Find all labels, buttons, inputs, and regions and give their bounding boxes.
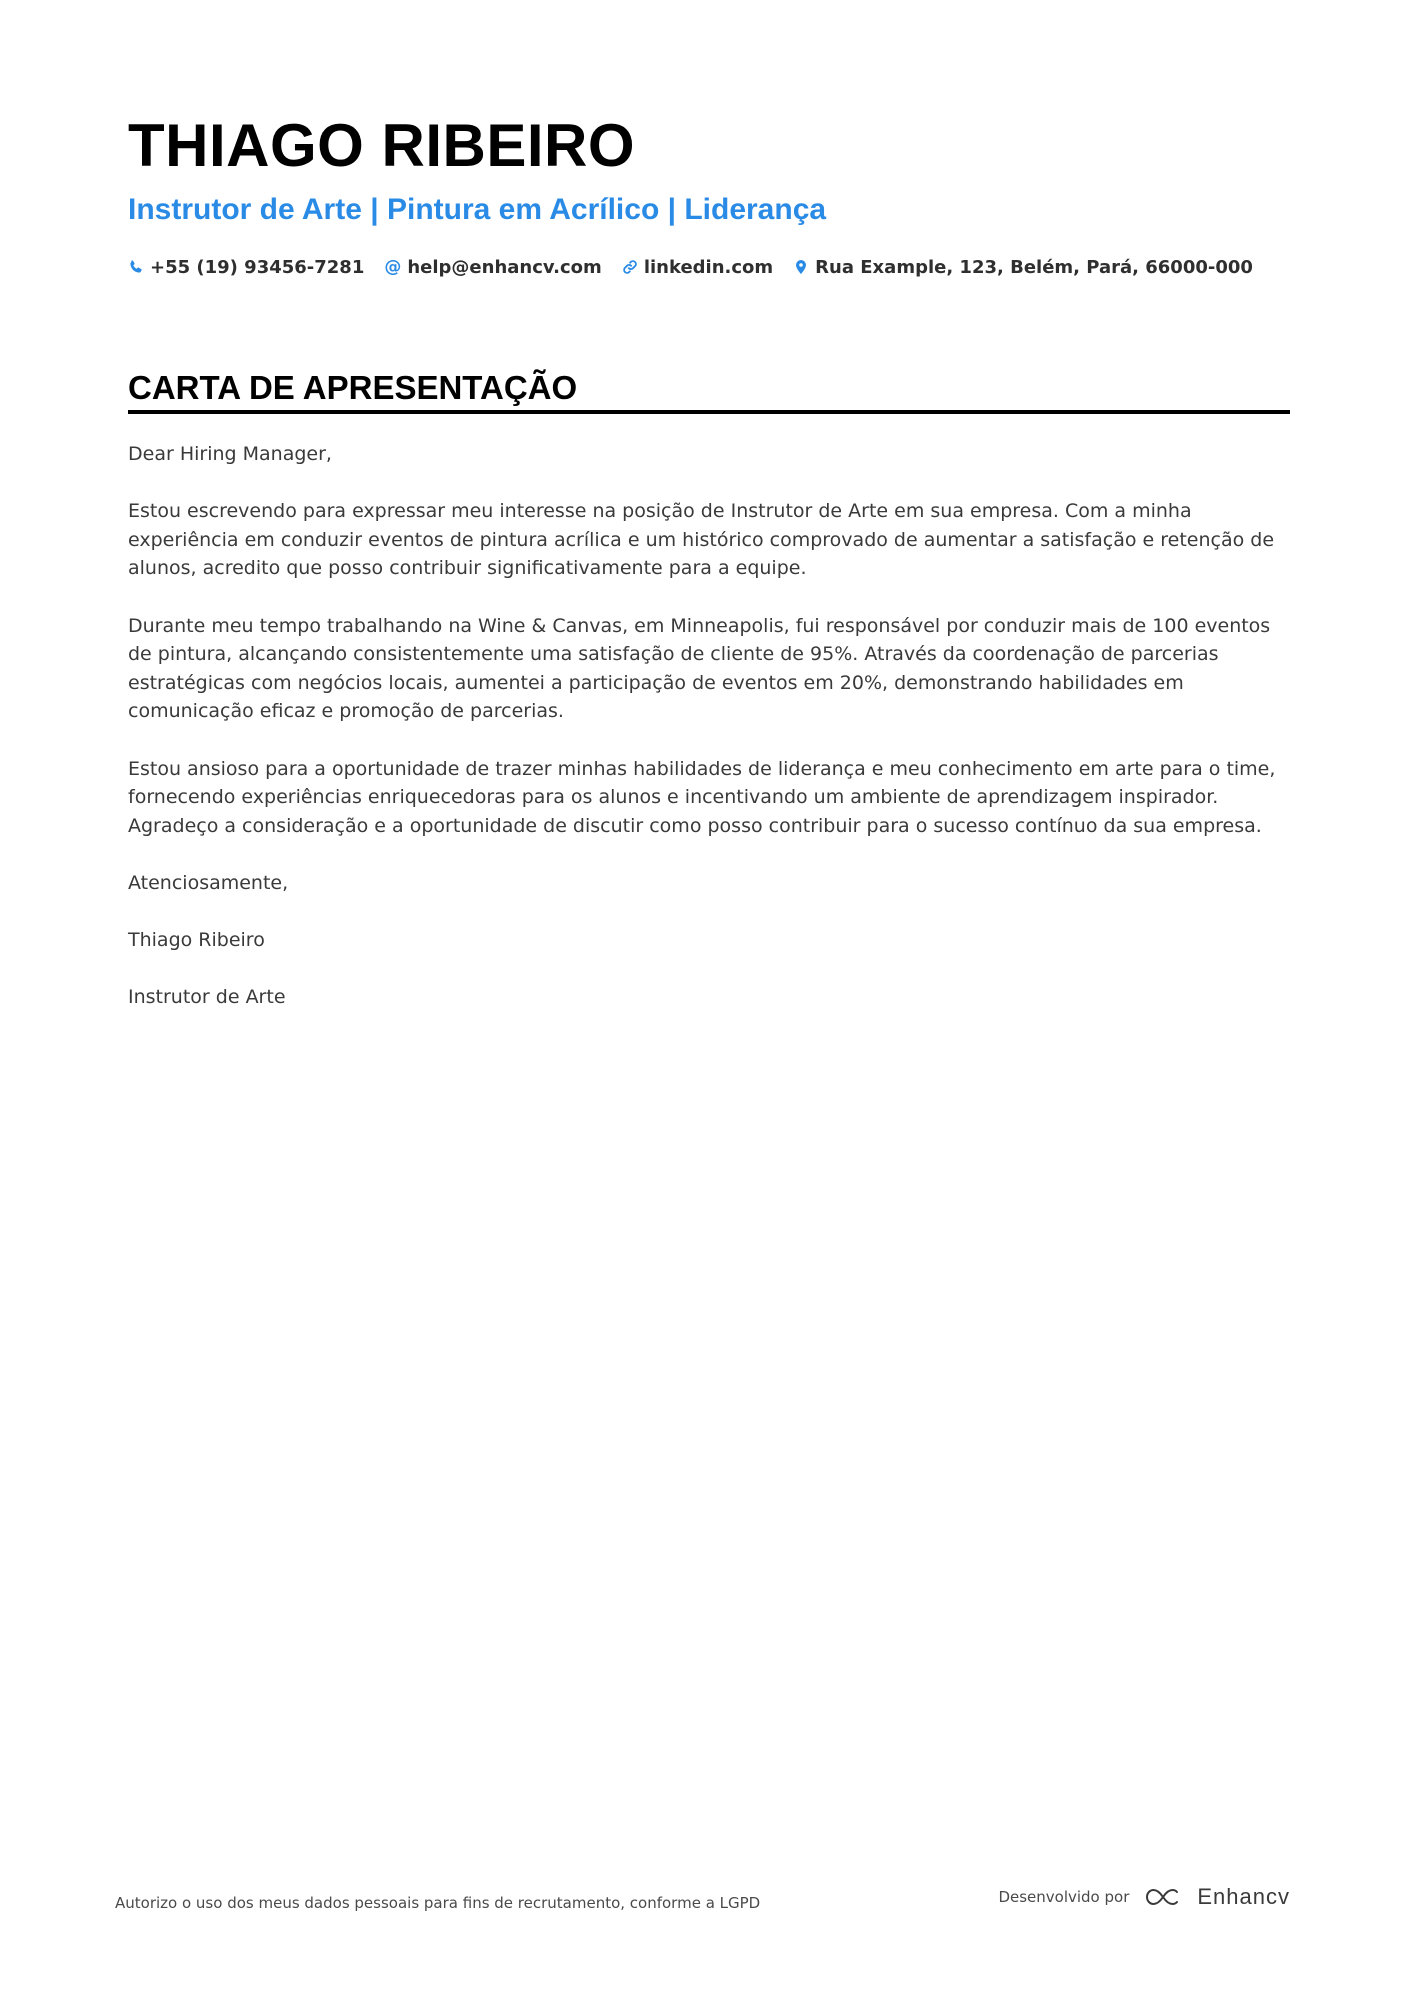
address-text: Rua Example, 123, Belém, Pará, 66000-000 (815, 256, 1253, 278)
phone-number: +55 (19) 93456-7281 (150, 256, 365, 278)
footer-consent-text: Autorizo o uso dos meus dados pessoais para fins de recrutamento, conforme a LGPD (115, 1894, 761, 1912)
phone-icon (128, 259, 144, 275)
contact-address (793, 257, 1253, 278)
location-pin-icon (793, 259, 809, 275)
contact-email[interactable] (384, 257, 601, 278)
at-icon: @ (384, 257, 402, 277)
contact-bar (128, 252, 1253, 282)
letter-paragraph: Durante meu tempo trabalhando na Wine & Canvas, em Minneapolis, fui responsável por conduzir mais de 100 eventos de pintura, alcançando consistentemente uma satisfação de cliente de 95%. Através da coordenação de parcerias estratégicas com negócios locais, aumentei a participação de eventos em 20%, demonstrando habilidades em comunicação eficaz e promoção de parcerias. (128, 614, 1271, 723)
section-title: CARTA DE APRESENTAÇÃO (128, 369, 578, 406)
contact-linkedin[interactable] (622, 257, 773, 278)
letter-body (128, 440, 1293, 1040)
letter-closing: Atenciosamente, (128, 871, 289, 894)
email-address[interactable]: help@enhancv.com (407, 256, 602, 278)
brand-name: Enhancv (1197, 1884, 1290, 1909)
candidate-headline: Instrutor de Arte | Pintura em Acrílico | Liderança (128, 193, 827, 226)
contact-phone (128, 257, 364, 278)
signature-title: Instrutor de Arte (128, 986, 286, 1009)
footer-branding[interactable] (998, 1884, 1290, 1910)
section-divider (128, 410, 1290, 414)
link-icon (622, 259, 638, 275)
powered-by-label: Desenvolvido por (998, 1888, 1130, 1906)
letter-salutation: Dear Hiring Manager, (128, 443, 332, 465)
letter-paragraph: Estou ansioso para a oportunidade de trazer minhas habilidades de liderança e meu conhecimento em arte para o time, fornecendo experiências enriquecedoras para os alunos e incentivando um ambiente de aprendizagem inspirador. Agradeço a consideração e a oportunidade de discutir como posso contribuir para o sucesso contínuo da sua empresa. (128, 757, 1276, 837)
brand-logo[interactable] (1141, 1884, 1290, 1910)
candidate-name: THIAGO RIBEIRO (128, 112, 636, 179)
signature-name: Thiago Ribeiro (128, 929, 265, 952)
letter-paragraph: Estou escrevendo para expressar meu interesse na posição de Instrutor de Arte em sua empresa. Com a minha experiência em conduzir eventos de pintura acrílica e um histórico comprovado de aumentar a satisfação e retenção de alunos, acredito que posso contribuir significativamente para a equipe. (128, 500, 1275, 580)
linkedin-link[interactable]: linkedin.com (643, 256, 774, 278)
enhancv-logo-icon (1141, 1885, 1187, 1909)
